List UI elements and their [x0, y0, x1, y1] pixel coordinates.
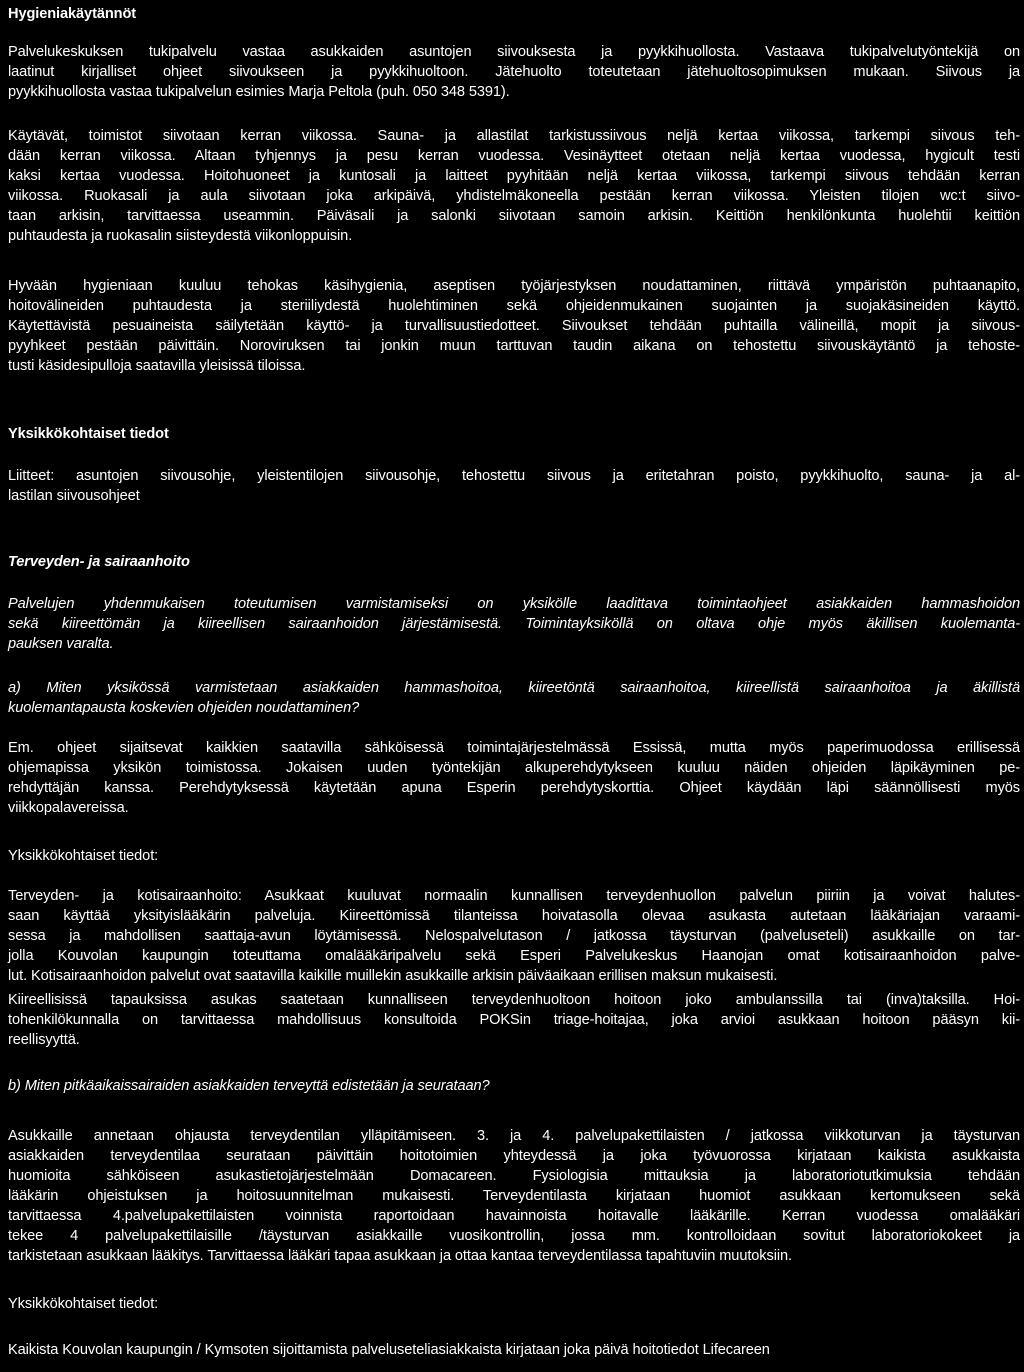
text-line: viikossa. Ruokasali ja aula siivotaan joka arkipäivä, yhdistelmäkoneella pestään kerran viikossa. Yleisten tilojen wc:t siivo- — [8, 188, 1020, 204]
text-line: lut. Kotisairaanhoidon palvelut ovat saatavilla kaikille muillekin asukkaille arkisin päiväaikaan erillisen maksun mukaisesti. — [8, 968, 778, 984]
text-line: kaksi kertaa vuodessa. Hoitohuoneet ja kuntosali ja laitteet pyyhitään neljä kertaa viikossa, tarkempi siivous tehdään kerran — [8, 168, 1020, 184]
text-line: Palvelukeskuksen tukipalvelu vastaa asukkaiden asuntojen siivouksesta ja pyykkihuollosta. Vastaava tukipalvelutyöntekijä on — [8, 44, 1020, 60]
paragraph-attachments — [8, 466, 1020, 506]
paragraph-health-intro — [8, 594, 1020, 654]
answer-a — [8, 738, 1020, 818]
text-line: ohjemapissa yksikön toimistossa. Jokaisen uuden työntekijän alkuperehdytykseen kuuluu näiden ohjeiden läpikäyminen pe- — [8, 760, 1020, 776]
text-line: tusti käsidesipulloja saatavilla yleisissä tiloissa. — [8, 358, 306, 374]
text-line: a) Miten yksikössä varmistetaan asiakkaiden hammashoitoa, kiireetöntä sairaanhoitoa, kiireellistä sairaanhoitoa ja äkillistä — [8, 680, 1020, 696]
section-heading-health-care: Terveyden- ja sairaanhoito — [8, 554, 190, 570]
text-line: Käytävät, toimistot siivotaan kerran viikossa. Sauna- ja allastilat tarkistussiivous neljä kertaa viikossa, tarkempi siivous teh- — [8, 128, 1020, 144]
text-line: reellisyyttä. — [8, 1032, 80, 1048]
text-line: asiakkaiden terveydentilaa seurataan päivittäin hoitotoimien yhteydessä ja joka työvuorossa kirjataan kaikista asukkaista — [8, 1148, 1020, 1164]
section-heading-hygiene: Hygieniakäytännöt — [8, 6, 137, 22]
text-line: dään kerran viikossa. Altaan tyhjennys ja pesu kerran vuodessa. Vesinäytteet otetaan neljä kertaa vuodessa, hygicult testi — [8, 148, 1020, 164]
text-line: pyyhkeet pestään päivittäin. Noroviruksen tai jonkin muun tarttuvan taudin aikana on tehostettu siivouskäytäntö ja tehoste- — [8, 338, 1020, 354]
text-line: pauksen varalta. — [8, 636, 114, 652]
text-line: saan käyttää yksityislääkärin palveluja. Kiireettömissä tilanteissa hoivatasolla olevaa asukasta autetaan lääkäriajan varaami- — [8, 908, 1020, 924]
text-line: viikkopalavereissa. — [8, 800, 129, 816]
question-a — [8, 678, 1020, 718]
text-line: Em. ohjeet sijaitsevat kaikkien saatavilla sähköisessä toimintajärjestelmässä Essissä, mutta myös paperimuodossa erillisessä — [8, 740, 1020, 756]
text-line: Käytettävistä pesuaineista säilytetään käyttö- ja turvallisuustiedotteet. Siivoukset tehdään puhtailla välineillä, mopit ja siivous- — [8, 318, 1020, 334]
text-line: sekä kiireettömän ja kiireellisen sairaanhoidon järjestämisestä. Toimintayksiköllä on oltava ohje myös äkillisen kuolemanta- — [8, 616, 1020, 632]
text-line: tohenkilökunnalla on tarvittaessa mahdollisuus konsultoida POKSin triage-hoitajaa, joka arvioi asukkaan hoitoon pääsyn kii- — [8, 1012, 1020, 1028]
paragraph-home-care — [8, 886, 1020, 986]
unit-label-2: Yksikkökohtaiset tiedot: — [8, 1296, 159, 1312]
unit-label-1: Yksikkökohtaiset tiedot: — [8, 848, 159, 864]
text-line: puhtaudesta ja ruokasalin siisteydestä viikonloppuisin. — [8, 228, 353, 244]
text-line: laatinut kirjalliset ohjeet siivoukseen ja pyykkihuoltoon. Jätehuolto toteutetaan jätehuoltosopimuksen mukaan. Siivous ja — [8, 64, 1020, 80]
answer-b — [8, 1126, 1020, 1266]
paragraph-hygiene-2 — [8, 126, 1020, 246]
text-line: Kiireellisissä tapauksissa asukas saatetaan kunnalliseen terveydenhuoltoon hoitoon joko ambulanssilla tai (inva)taksilla. Hoi- — [8, 992, 1020, 1008]
paragraph-urgent — [8, 990, 1020, 1050]
text-line: pyykkihuollosta vastaa tukipalvelun esimies Marja Peltola (puh. 050 348 5391). — [8, 84, 510, 100]
text-line: Terveyden- ja kotisairaanhoito: Asukkaat kuuluvat normaalin kunnallisen terveydenhuollon palvelun piiriin ja voivat halutes- — [8, 888, 1020, 904]
text-line: tekee 4 palvelupakettilaisille /täysturvan asiakkaille vuosikontrollin, jossa mm. kontrolloidaan sovitut laboratoriokokeet ja — [8, 1228, 1020, 1244]
text-line: sessa ja mahdollisen saattaja-avun löytämisessä. Nelospalvelutason / jatkossa täysturvan (palveluseteli) asukkaille on tar- — [8, 928, 1020, 944]
text-line: tarvittaessa 4.palvelupakettilaisten voinnista raportoidaan havainnoista hoitavalle lääkärille. Kerran vuodessa omalääkäri — [8, 1208, 1020, 1224]
text-line: jolla Kouvolan kaupungin toteuttama omalääkäripalvelu sekä Esperi Palvelukeskus Haanojan omat kotisairaanhoidon palve- — [8, 948, 1020, 964]
text-line: tarkistetaan asukkaan lääkitys. Tarvittaessa lääkäri tapaa asukkaan ja ottaa kantaa terveydentilassa tapahtuviin muutoksiin. — [8, 1248, 792, 1264]
text-line: Hyvään hygieniaan kuuluu tehokas käsihygienia, aseptisen työjärjestyksen noudattaminen, riittävä ympäristön puhtaanapito, — [8, 278, 1020, 294]
text-line: kuolemantapausta koskevien ohjeiden noudattaminen? — [8, 700, 360, 716]
paragraph-hygiene-1 — [8, 42, 1020, 102]
text-line: huomioita sähköiseen asukastietojärjestelmään Domacareen. Fysiologisia mittauksia ja laboratoriotutkimuksia tehdään — [8, 1168, 1020, 1184]
text-line: Liitteet: asuntojen siivousohje, yleistentilojen siivousohje, tehostettu siivous ja eritetahran poisto, pyykkihuolto, sauna- ja al- — [8, 468, 1020, 484]
text-line: lääkärin ohjeistuksen ja hoitosuunnitelman mukaisesti. Terveydentilasta kirjataan huomiot asukkaan kertomukseen sekä — [8, 1188, 1020, 1204]
text-line: taan arkisin, tarvittaessa useammin. Päiväsali ja salonki siivotaan samoin arkisin. Keittiön henkilönkunta huolehtii keittiön — [8, 208, 1020, 224]
question-b: b) Miten pitkäaikaissairaiden asiakkaiden terveyttä edistetään ja seurataan? — [8, 1078, 490, 1094]
section-heading-unit-specific: Yksikkökohtaiset tiedot — [8, 426, 169, 442]
text-line: Asukkaille annetaan ohjausta terveydentilan ylläpitämiseen. 3. ja 4. palvelupakettilaisten / jatkossa viikkoturvan ja täysturvan — [8, 1128, 1020, 1144]
text-line: rehdyttäjän kanssa. Perehdytyksessä käytetään apuna Esperin perehdytyskorttia. Ohjeet käydään läpi säännöllisesti myös — [8, 780, 1020, 796]
text-line: hoitovälineiden puhtaudesta ja steriiliydestä huolehtiminen sekä ohjeidenmukainen suojainten ja suojakäsineiden käyttö. — [8, 298, 1020, 314]
paragraph-hygiene-3 — [8, 276, 1020, 376]
text-line: lastilan siivousohjeet — [8, 488, 140, 504]
text-line: Palvelujen yhdenmukaisen toteutumisen varmistamiseksi on yksikölle laadittava toimintaohjeet asiakkaiden hammashoidon — [8, 596, 1020, 612]
last-line: Kaikista Kouvolan kaupungin / Kymsoten sijoittamista palveluseteliasiakkaista kirjataan joka päivä hoitotiedot Lifecareen — [8, 1342, 770, 1358]
